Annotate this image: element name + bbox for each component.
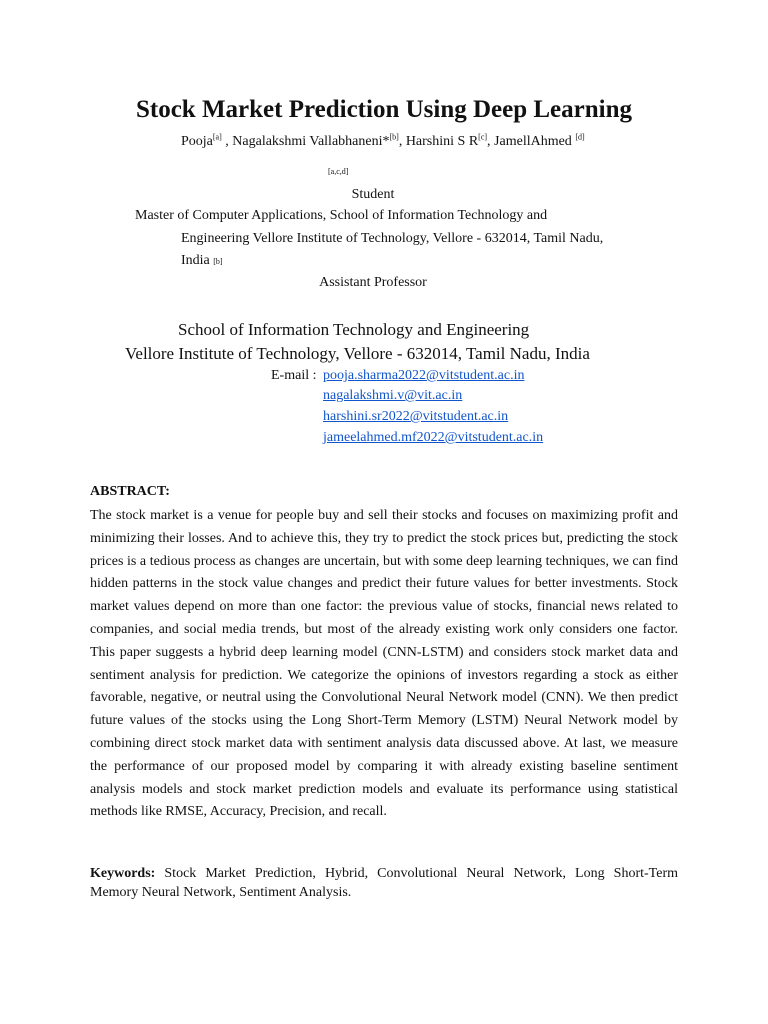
author-name: Pooja — [181, 134, 213, 149]
author-separator: , — [487, 134, 495, 149]
email-link[interactable]: nagalakshmi.v@vit.ac.in — [323, 388, 463, 403]
abstract-body: The stock market is a venue for people buy and sell their stocks and focuses on maximizing profit and minimizing their losses. And to achieve this, they try to predict the stock prices but, predicting the stock prices is a tedious process as changes are uncertain, but with some deep learning techniques, we can find hidden patterns in the stock value changes and predict their future values for better investments. Stock market values depend on more than one factor: the previous value of stocks, financial news related to companies, and social media trends, but most of the already existing work only considers one factor. This paper suggests a hybrid deep learning model (CNN-LSTM) and considers stock market data and sentiment analysis for prediction. We categorize the opinions of investors regarding a stock as either favorable, negative, or neutral using the Convolutional Neural Network model (CNN). We then predict future values of the stocks using the Long Short-Term Memory (LSTM) Neural Network model by combining direct stock market data with sentiment analysis data discussed above. At last, we measure the performance of our proposed model by comparing it with already existing baseline sentiment analysis models and stock market prediction models and evaluate its performance using statistical methods like RMSE, Accuracy, Precision, and recall. — [90, 508, 678, 820]
email-link[interactable]: jameelahmed.mf2022@vitstudent.ac.in — [323, 430, 544, 445]
author-name: Nagalakshmi Vallabhaneni* — [232, 134, 390, 149]
author-separator: , — [221, 134, 233, 149]
author-list — [181, 134, 585, 150]
author-name: Harshini S R — [405, 134, 479, 149]
affiliation-marker: [a,c,d] — [328, 167, 349, 176]
author-affiliation-mark: [c] — [478, 132, 488, 142]
author-separator: , — [398, 134, 406, 149]
affiliation-line: India — [181, 253, 210, 268]
author-affiliation-mark: [d] — [575, 132, 585, 142]
paper-title: Stock Market Prediction Using Deep Learning — [135, 96, 633, 123]
keywords-text: Stock Market Prediction, Hybrid, Convolutional Neural Network, Long Short-Term Memory Neural Network, Sentiment Analysis. — [90, 866, 678, 900]
institution-line: Vellore Institute of Technology, Vellore - 632014, Tamil Nadu, India — [125, 344, 590, 363]
abstract-heading: ABSTRACT: — [90, 484, 170, 499]
author-name: JamellAhmed — [494, 134, 576, 149]
affiliation-line-with-marker — [181, 253, 223, 269]
author-affiliation-mark: [a] — [212, 132, 222, 142]
affiliation-role: Assistant Professor — [319, 275, 427, 290]
institution-line: School of Information Technology and Engineering — [178, 320, 530, 339]
author-affiliation-mark: [b] — [389, 132, 399, 142]
keywords-label: Keywords: — [90, 866, 156, 881]
affiliation-marker: [b] — [213, 257, 223, 266]
affiliation-role: Student — [351, 187, 395, 202]
affiliation-line: Engineering Vellore Institute of Technology, Vellore - 632014, Tamil Nadu, — [181, 231, 604, 246]
email-label: E-mail : — [271, 368, 317, 383]
affiliation-line: Master of Computer Applications, School of Information Technology and — [135, 208, 548, 223]
email-link[interactable]: pooja.sharma2022@vitstudent.ac.in — [323, 368, 525, 383]
email-link[interactable]: harshini.sr2022@vitstudent.ac.in — [323, 409, 509, 424]
keywords-section — [90, 864, 678, 902]
